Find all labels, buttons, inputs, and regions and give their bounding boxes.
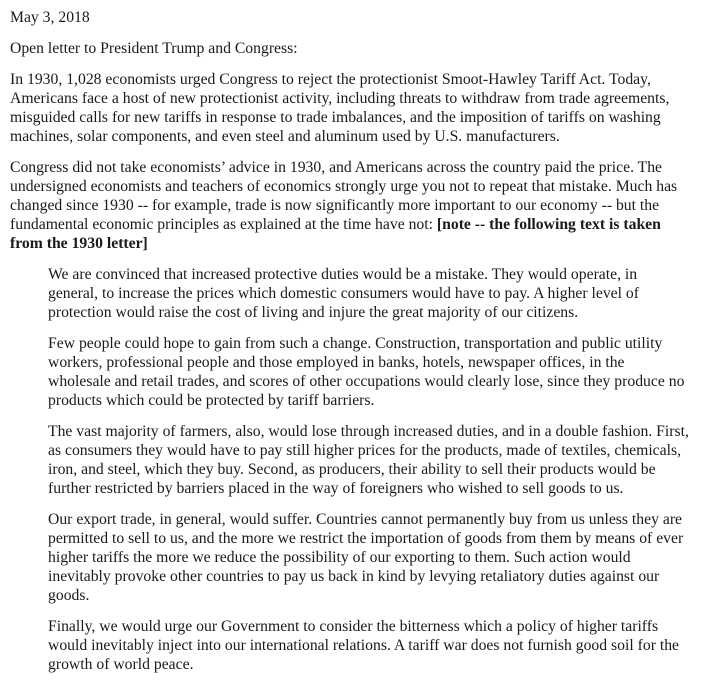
quoted-1930-letter-block <box>48 265 691 674</box>
salutation-line: Open letter to President Trump and Congress: <box>10 40 298 57</box>
paragraph-congress-advice <box>10 158 691 253</box>
quote-paragraph-export-trade: Our export trade, in general, would suffer. Countries cannot permanently buy from us unless they are permitted to sell to us, and the more we restrict the importation of goods from them by means of ever higher tariffs the more we reduce the possibility of our exporting to them. Such action would inevitably provoke other countries to pay us back in kind by levying retaliatory duties against our goods. <box>48 511 684 604</box>
quote-paragraph-world-peace: Finally, we would urge our Government to consider the bitterness which a policy of higher tariffs would inevitably inject into our international relations. A tariff war does not furnish good soil for the growth of world peace. <box>48 618 680 673</box>
date-line: May 3, 2018 <box>10 9 90 26</box>
note-1930-letter: [note -- the following text is taken from the 1930 letter] <box>10 216 661 252</box>
paragraph-smoot-hawley: In 1930, 1,028 economists urged Congress to reject the protectionist Smoot-Hawley Tariff Act. Today, Americans face a host of new protectionist activity, including threats to withdraw from trade agreements, misguided calls for new tariffs in response to trade imbalances, and the imposition of tariffs on washing machines, solar components, and even steel and aluminum used by U.S. manufacturers. <box>10 71 670 145</box>
paragraph-congress-advice-text: Congress did not take economists’ advice in 1930, and Americans across the country paid the price. The undersigned economists and teachers of economics strongly urge you not to repeat that mistake. Much has changed since 1930 -- for example, trade is now significantly more important to our economy -- but the fundamental economic principles as explained at the time have not: <box>10 159 678 233</box>
quote-paragraph-few-people-gain: Few people could hope to gain from such a change. Construction, transportation and public utility workers, professional people and those employed in banks, hotels, newspaper offices, in the wholesale and retail trades, and scores of other occupations would clearly lose, since they produce no products which could be protected by tariff barriers. <box>48 335 685 409</box>
quote-paragraph-farmers: The vast majority of farmers, also, would lose through increased duties, and in a double fashion. First, as consumers they would have to pay still higher prices for the products, made of textiles, chemicals, iron, and steel, which they buy. Second, as producers, their ability to sell their products would be further restricted by barriers placed in the way of foreigners who wished to sell goods to us. <box>48 423 689 497</box>
quote-paragraph-protective-duties: We are convinced that increased protective duties would be a mistake. They would operate, in general, to increase the prices which domestic consumers would have to pay. A higher level of protection would raise the cost of living and injure the great majority of our citizens. <box>48 266 639 321</box>
